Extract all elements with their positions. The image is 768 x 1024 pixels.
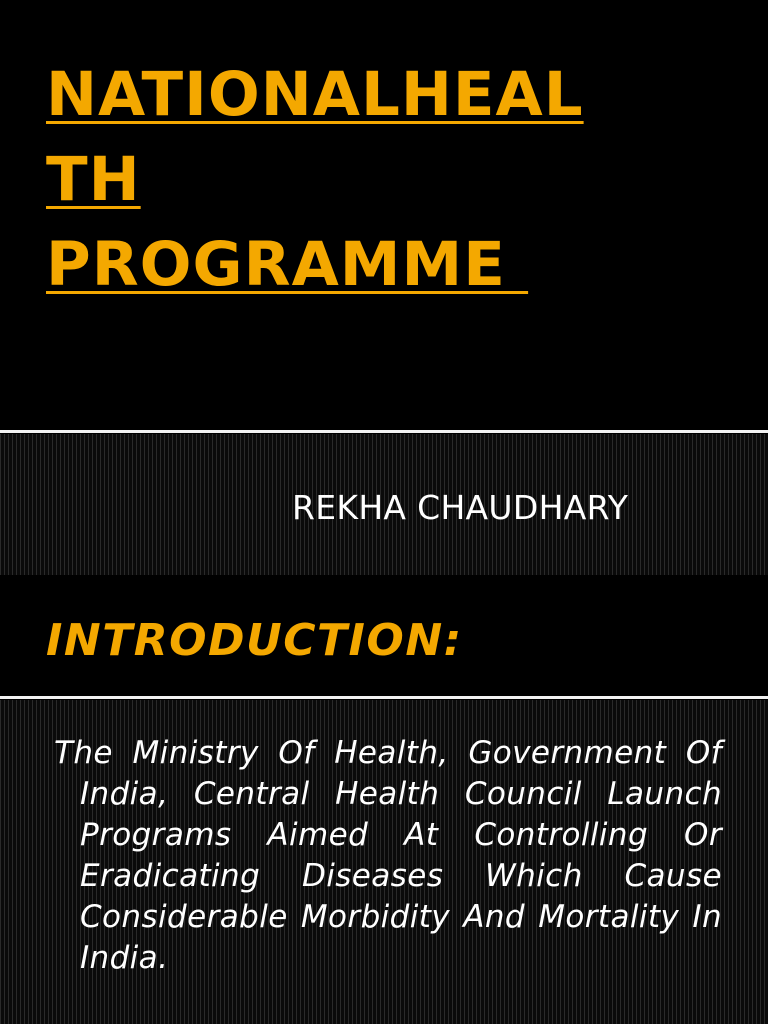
intro-body-text: The Ministry Of Health, Government Of India, Central Health Council Launch Programs Aimed At Controlling Or Eradicating Diseases Which Cause Considerable Morbidity And Mortality In India.: [54, 735, 722, 976]
title-line-1: NATIONALHEAL: [46, 59, 584, 130]
intro-heading: INTRODUCTION:: [46, 615, 463, 666]
title-line-3: PROGRAMME: [46, 229, 529, 300]
title-line-2: TH: [46, 144, 141, 215]
intro-divider: [0, 696, 768, 699]
author-name: REKHA CHAUDHARY: [292, 488, 629, 527]
title-divider: [0, 430, 768, 433]
presentation-title: [46, 52, 746, 307]
